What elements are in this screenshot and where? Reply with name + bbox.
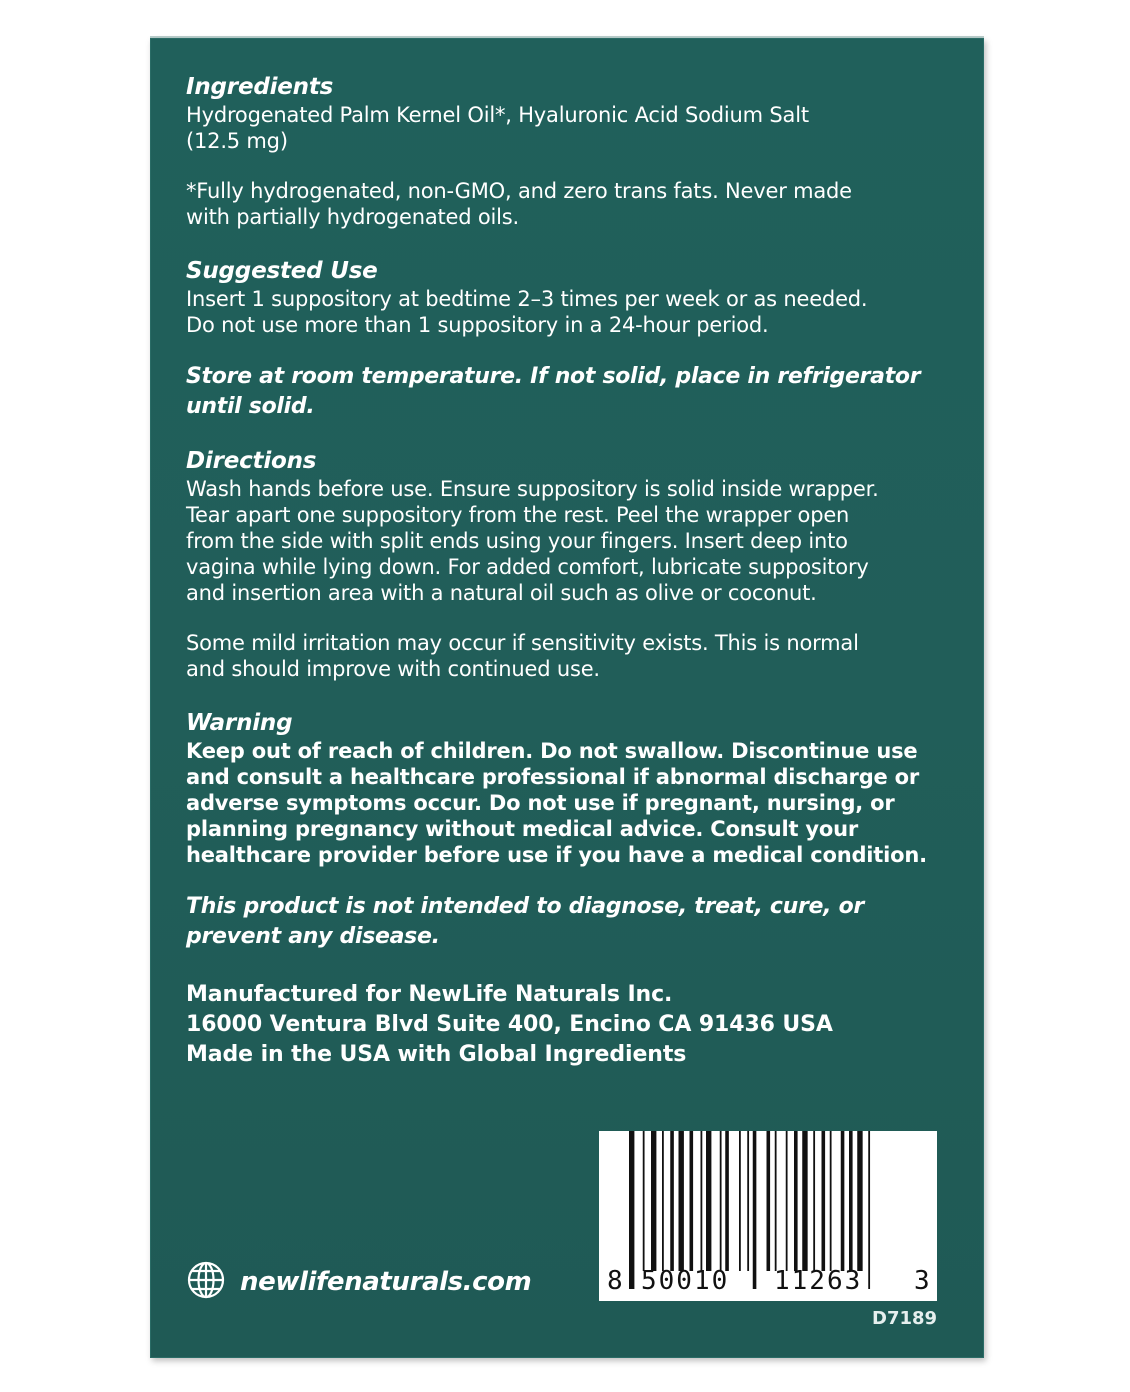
barcode-bar: [753, 1131, 757, 1289]
globe-icon: [186, 1260, 226, 1304]
barcode-bar: [701, 1131, 703, 1271]
directions-line: and insertion area with a natural oil such as olive or coconut.: [186, 581, 817, 605]
barcode-bar: [739, 1131, 741, 1271]
disclaimer: prevent any disease.: [186, 924, 440, 949]
ingredients-heading: Ingredients: [186, 74, 334, 100]
barcode-bar: [651, 1131, 656, 1271]
directions-note: and should improve with continued use.: [186, 657, 600, 681]
barcode-group-left: 50010: [641, 1266, 730, 1296]
directions-line: from the side with split ends using your fingers. Insert deep into: [186, 529, 848, 553]
storage-note: Store at room temperature. If not solid, place in refrigerator: [186, 364, 921, 389]
barcode-bar: [775, 1131, 777, 1271]
barcode-bar: [857, 1131, 862, 1271]
warning-heading: Warning: [186, 710, 293, 736]
manufacturer-origin: Made in the USA with Global Ingredients: [186, 1042, 687, 1067]
suggested-use-heading: Suggested Use: [186, 258, 378, 284]
barcode-bar: [786, 1131, 788, 1271]
barcode-bar: [868, 1131, 870, 1289]
ingredients-note: *Fully hydrogenated, non-GMO, and zero trans fats. Never made: [186, 179, 852, 203]
ingredients-line: (12.5 mg): [186, 129, 288, 153]
suggested-use-line: Insert 1 suppository at bedtime 2–3 times per week or as needed.: [186, 287, 868, 311]
warning-line: Keep out of reach of children. Do not swallow. Discontinue use: [186, 739, 918, 763]
barcode-graphic: [599, 1131, 937, 1301]
barcode-bar: [643, 1131, 645, 1271]
barcode-bar: [629, 1131, 634, 1289]
barcode-bar: [794, 1131, 798, 1271]
barcode-bar: [662, 1131, 664, 1271]
suggested-use-line: Do not use more than 1 suppository in a 24-hour period.: [186, 313, 769, 337]
barcode-bar: [822, 1131, 826, 1271]
website-url[interactable]: newlifenaturals.com: [240, 1267, 532, 1297]
warning-line: adverse symptoms occur. Do not use if pregnant, nursing, or: [186, 791, 895, 815]
barcode-bar: [679, 1131, 684, 1271]
barcode-bar: [725, 1131, 729, 1271]
storage-note: until solid.: [186, 394, 315, 419]
disclaimer: This product is not intended to diagnose, treat, cure, or: [186, 894, 864, 919]
website: [186, 1260, 531, 1304]
manufacturer-line: Manufactured for NewLife Naturals Inc.: [186, 982, 673, 1007]
directions-line: Tear apart one suppository from the rest. Peel the wrapper open: [186, 503, 850, 527]
barcode-bar: [802, 1131, 807, 1271]
barcode-bar: [706, 1131, 711, 1271]
label-content: [186, 72, 966, 1070]
product-code: D7189: [872, 1308, 938, 1329]
manufacturer-address: 16000 Ventura Blvd Suite 400, Encino CA 91436 USA: [186, 1012, 833, 1037]
directions-line: vagina while lying down. For added comfort, lubricate suppository: [186, 555, 869, 579]
barcode-bar: [767, 1131, 771, 1271]
barcode-bar: [830, 1131, 832, 1271]
barcode-bar: [849, 1131, 853, 1271]
barcode-bar: [747, 1131, 749, 1271]
warning-line: and consult a healthcare professional if abnormal discharge or: [186, 765, 920, 789]
barcode-bar: [841, 1131, 845, 1271]
ingredients-note: with partially hydrogenated oils.: [186, 205, 519, 229]
directions-heading: Directions: [186, 448, 317, 474]
barcode-bar: [690, 1131, 694, 1271]
upc-barcode: [599, 1131, 937, 1301]
barcode-bar: [670, 1131, 674, 1271]
warning-line: healthcare provider before use if you have a medical condition.: [186, 843, 927, 867]
barcode-bar: [720, 1131, 722, 1271]
barcode-group-right: 11263: [774, 1266, 863, 1296]
barcode-digit-left: 8: [607, 1266, 623, 1296]
warning-line: planning pregnancy without medical advice. Consult your: [186, 817, 859, 841]
ingredients-line: Hydrogenated Palm Kernel Oil*, Hyaluronic Acid Sodium Salt: [186, 103, 809, 127]
directions-line: Wash hands before use. Ensure suppository is solid inside wrapper.: [186, 477, 879, 501]
barcode-bar: [813, 1131, 815, 1271]
directions-note: Some mild irritation may occur if sensitivity exists. This is normal: [186, 631, 859, 655]
barcode-digit-right: 3: [914, 1266, 930, 1296]
